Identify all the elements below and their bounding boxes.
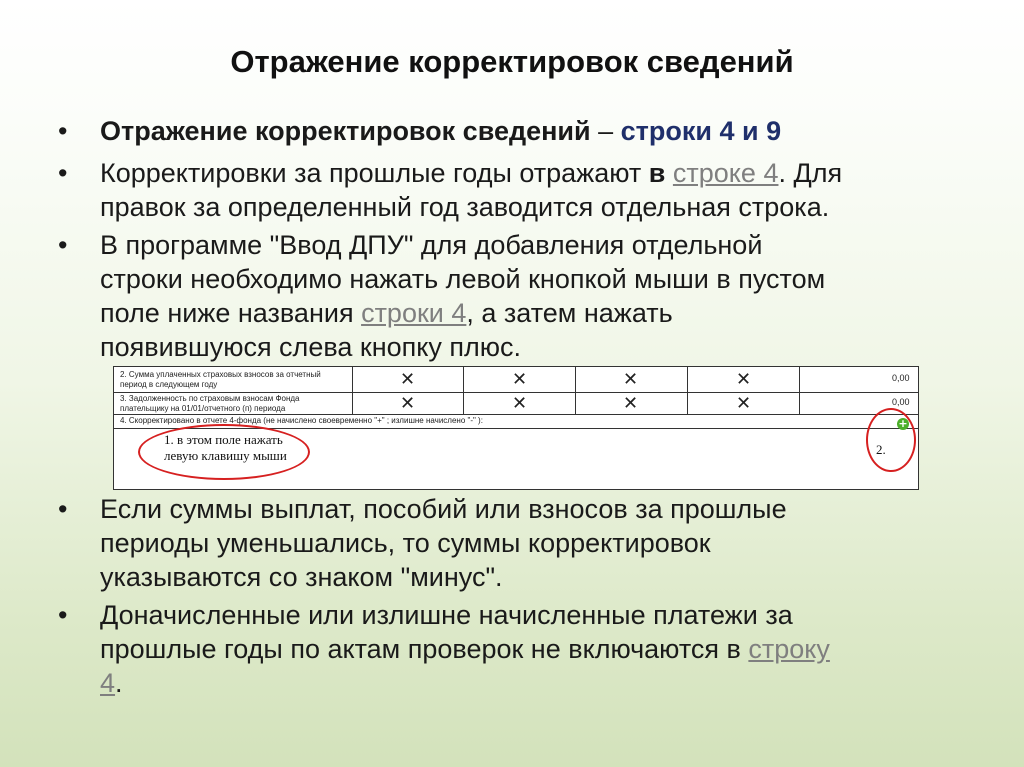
bullet-3-line2: строки необходимо нажать левой кнопкой мыши в пустом — [100, 264, 826, 294]
bullet-marker: • — [58, 494, 68, 524]
column-divider — [352, 367, 353, 415]
bullet-4-line2: периоды уменьшались, то суммы корректировок — [100, 528, 711, 558]
bullet-2-tail: . Для — [778, 158, 843, 188]
bullet-3-line3b: , а затем нажать — [466, 298, 673, 328]
bullet-2 — [58, 156, 843, 224]
row-2-label-a: 2. Сумма уплаченных страховых взносов за отчетный — [120, 370, 321, 379]
amount-cell: 0,00 — [892, 397, 910, 407]
cross-mark: ✕ — [623, 369, 639, 390]
cross-mark: ✕ — [512, 393, 528, 414]
bullet-1-dash: – — [590, 116, 621, 146]
bullet-marker: • — [58, 230, 68, 260]
bullet-3 — [58, 228, 826, 364]
row-2-label-b: период в следующем году — [120, 380, 218, 389]
bullet-2-bold: в — [648, 158, 666, 188]
bullet-5-line2: прошлые годы по актам проверок не включаются в — [100, 634, 749, 664]
bullet-4 — [58, 492, 787, 594]
bullet-3-line4: появившуюся слева кнопку плюс. — [100, 332, 521, 362]
bullet-2-line2: правок за определенный год заводится отдельная строка. — [100, 192, 830, 222]
cross-mark: ✕ — [736, 369, 752, 390]
row-3-label — [120, 394, 300, 414]
amount-cell: 0,00 — [892, 373, 910, 383]
row-2-label — [120, 370, 321, 390]
bullet-4-line3: указываются со знаком "минус". — [100, 562, 503, 592]
row-4-link-number[interactable]: 4 — [100, 668, 116, 698]
annotation-note-1-line1: 1. в этом поле нажать — [164, 432, 283, 447]
form-row-2 — [114, 367, 918, 393]
annotation-note-1 — [164, 432, 287, 464]
annotation-note-2: 2. — [876, 442, 886, 457]
cross-mark: ✕ — [736, 393, 752, 414]
column-divider — [575, 367, 576, 415]
row-4-link[interactable]: строки 4 — [361, 298, 467, 328]
cross-mark: ✕ — [623, 393, 639, 414]
cross-mark: ✕ — [400, 393, 416, 414]
bullet-marker: • — [58, 600, 68, 630]
row-4-link[interactable]: строке 4 — [672, 158, 779, 188]
bullet-2-text: Корректировки за прошлые годы отражают — [100, 158, 649, 188]
row-3-label-a: 3. Задолженность по страховым взносам Фонда — [120, 394, 300, 403]
annotation-note-1-line2: левую клавишу мыши — [164, 448, 287, 463]
bullet-4-line1: Если суммы выплат, пособий или взносов за прошлые — [100, 494, 787, 524]
form-row-3 — [114, 393, 918, 415]
bullet-3-line1: В программе "Ввод ДПУ" для добавления отдельной — [100, 230, 763, 260]
add-row-plus-button[interactable]: + — [898, 417, 908, 430]
bullet-5-line1: Доначисленные или излишне начисленные платежи за — [100, 600, 793, 630]
bullet-3-line3a: поле ниже названия — [100, 298, 362, 328]
row-3-label-b: плательщику на 01/01/отчетного (п) периода — [120, 404, 286, 413]
bullet-1-bold: Отражение корректировок сведений — [100, 116, 591, 146]
annotation-ellipse-2 — [866, 408, 916, 472]
bullet-5 — [58, 598, 830, 700]
bullet-5-period: . — [115, 668, 123, 698]
slide-title: Отражение корректировок сведений — [230, 44, 794, 79]
column-divider — [687, 367, 688, 415]
bullet-marker: • — [58, 116, 68, 146]
row-4-link[interactable]: строку — [748, 634, 830, 664]
column-divider — [799, 367, 800, 415]
cross-mark: ✕ — [512, 369, 528, 390]
bullet-marker: • — [58, 158, 68, 188]
bullet-1-rows: строки 4 и 9 — [620, 116, 782, 146]
row-4-label: 4. Скорректировано в отчете 4-фонда (не начислено своевременно "+" ; излишне начислено "-" ): — [120, 416, 483, 425]
column-divider — [463, 367, 464, 415]
bullet-1 — [58, 114, 782, 148]
cross-mark: ✕ — [400, 369, 416, 390]
